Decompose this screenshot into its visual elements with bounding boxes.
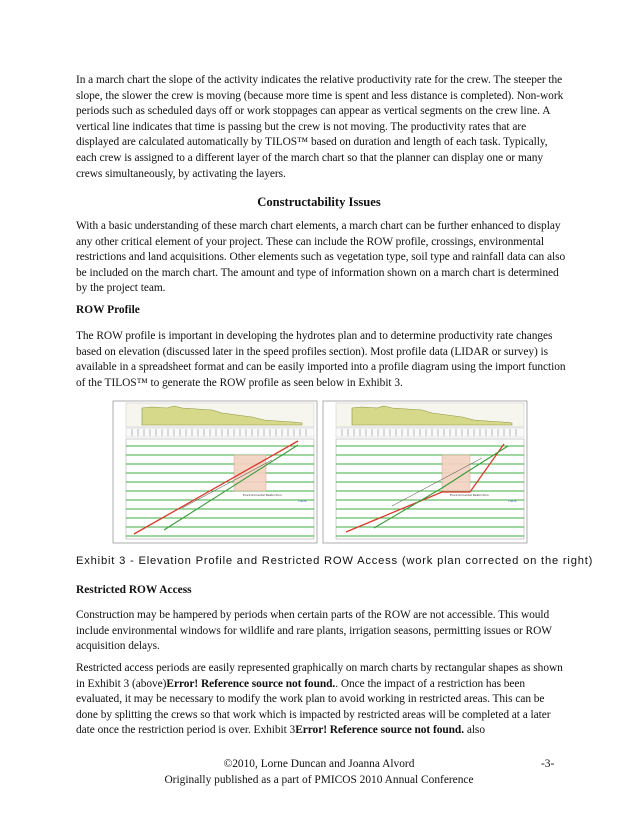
restricted-paragraph-2-text-3: also	[464, 724, 485, 737]
right-march-chart	[323, 401, 527, 543]
reference-error-1: Error! Reference source not found.	[166, 677, 336, 690]
right-restriction-label: Environmental Restriction	[450, 493, 489, 497]
left-restriction-zone	[234, 455, 266, 491]
intro-paragraph: In a march chart the slope of the activity indicates the relative productivity rate for the crew. The steeper the slope, the slower the crew is moving (because more time is spent and less distance is completed). Non-work periods such as scheduled days off or work stoppages can appear as vertical segments on the crew line. A vertical line indicates that time is passing but the crew is not moving. The productivity rates that are displayed are calculated automatically by TILOS™ based on duration and length of each task. Typically, each crew is assigned to a different layer of the march chart so that the planner can display one or many crews simultaneously, by activating the layers.	[76, 74, 564, 180]
restricted-paragraph-2-text-2: . Once the impact of a restriction has been evaluated, it may be necessary to modify the work plan to avoid working in restricted areas. This can be done by splitting the crews so that work which is impacted by restricted areas will be completed at a later date once the restriction period is over. Exhibit 3	[76, 677, 551, 737]
exhibit-3-figure	[112, 400, 528, 544]
left-march-chart	[113, 401, 317, 543]
page-number: -3-	[541, 758, 555, 770]
exhibit-3-caption: Exhibit 3 - Elevation Profile and Restricted ROW Access (work plan corrected on the right)	[76, 555, 594, 567]
left-brand: TILOS	[298, 499, 307, 503]
restricted-paragraph-2	[76, 661, 568, 739]
restricted-paragraph-1: Construction may be hampered by periods when certain parts of the ROW are not accessible. This would include environmental windows for wildlife and rare plants, irrigation seasons, permitting issues or ROW acquisition delays.	[76, 609, 552, 653]
restricted-paragraph-2-text-1: Restricted access periods are easily represented graphically on march charts by rectangular shapes as shown in Exhibit 3 (above)	[76, 662, 563, 690]
reference-error-2: Error! Reference source not found.	[295, 724, 465, 737]
section-heading-constructability: Constructability Issues	[257, 195, 381, 209]
footer-copyright: ©2010, Lorne Duncan and Joanna Alvord	[223, 758, 415, 770]
footer-published: Originally published as a part of PMICOS 2010 Annual Conference	[164, 774, 474, 786]
row-profile-heading: ROW Profile	[76, 304, 140, 316]
constructability-paragraph: With a basic understanding of these march chart elements, a march chart can be further enhanced to display any other critical element of your project. These can include the ROW profile, crossings, environmental restrictions and land acquisitions. Other elements such as vegetation type, soil type and rainfall data can also be included on the march chart. The amount and type of information shown on a march chart is determined by the project team.	[76, 220, 566, 295]
row-profile-paragraph: The ROW profile is important in developing the hydrotes plan and to determine productivity rate changes based on elevation (discussed later in the speed profiles section). Most profile data (LIDAR or survey) is available in a spreadsheet format and can be easily imported into a profile diagram using the import function of the TILOS™ to generate the ROW profile as seen below in Exhibit 3.	[76, 330, 566, 389]
restricted-row-heading: Restricted ROW Access	[76, 584, 192, 596]
left-restriction-label: Environmental Restriction	[243, 493, 282, 497]
right-brand: TILOS	[508, 499, 517, 503]
